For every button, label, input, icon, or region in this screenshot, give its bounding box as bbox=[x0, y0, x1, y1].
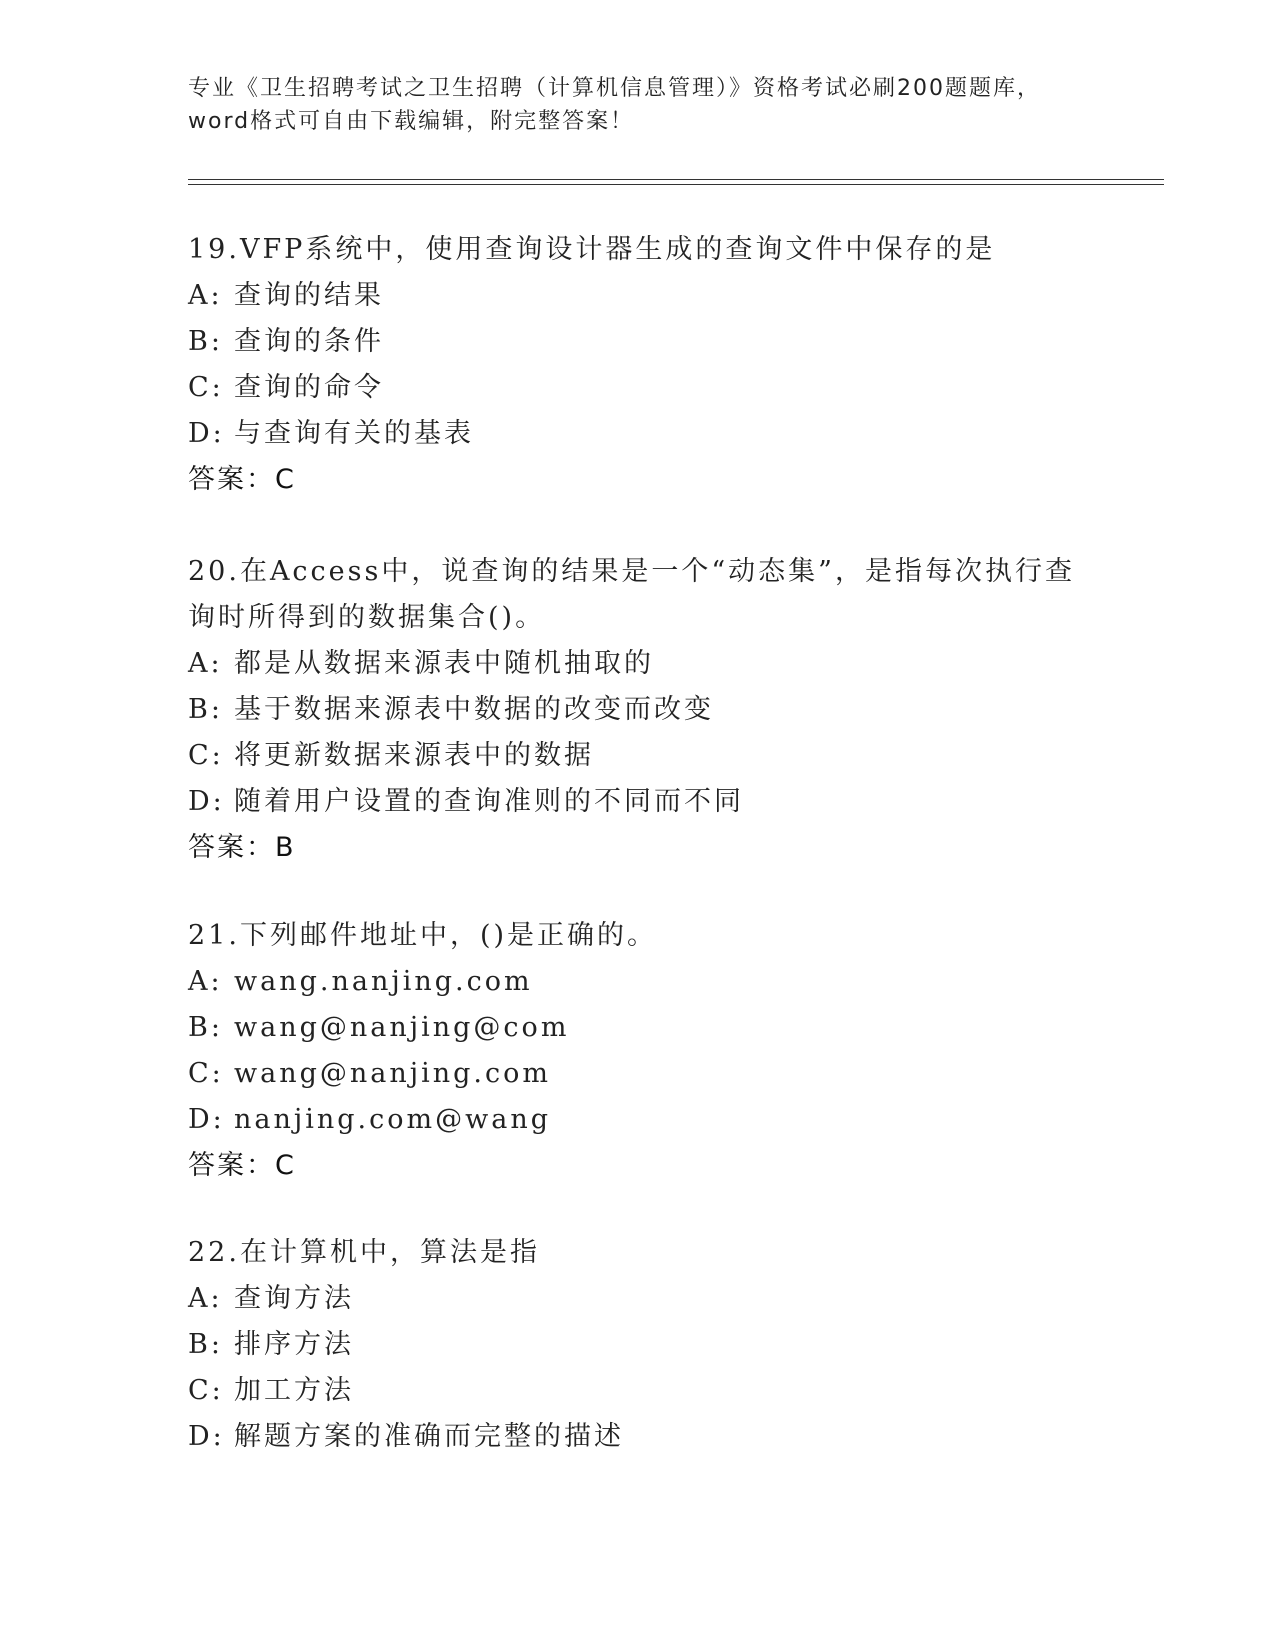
option-c bbox=[188, 1051, 1108, 1097]
option-text: 查询的条件 bbox=[234, 326, 384, 357]
option-key: A: bbox=[188, 280, 223, 311]
document-header bbox=[188, 72, 1088, 138]
option-key: C: bbox=[188, 1375, 224, 1406]
header-divider-top bbox=[188, 179, 1164, 180]
option-key: A: bbox=[188, 1283, 223, 1314]
option-a bbox=[188, 959, 1108, 1005]
option-c bbox=[188, 1368, 1108, 1414]
option-text: 加工方法 bbox=[234, 1375, 354, 1406]
question-title-line-2: 询时所得到的数据集合()。 bbox=[188, 602, 546, 633]
option-c bbox=[188, 365, 1108, 411]
option-text: 都是从数据来源表中随机抽取的 bbox=[234, 648, 654, 679]
option-b bbox=[188, 1322, 1108, 1368]
option-d bbox=[188, 411, 1108, 457]
option-key: A: bbox=[188, 966, 223, 997]
option-text: 排序方法 bbox=[234, 1329, 354, 1360]
option-d bbox=[188, 779, 1108, 825]
answer: 答案：B bbox=[188, 832, 296, 863]
option-key: B: bbox=[188, 694, 223, 725]
question-21 bbox=[188, 913, 1108, 1189]
option-key: B: bbox=[188, 1329, 223, 1360]
option-text: nanjing.com@wang bbox=[234, 1104, 551, 1135]
option-text: wang.nanjing.com bbox=[234, 966, 533, 997]
answer: 答案：C bbox=[188, 1150, 296, 1181]
question-19 bbox=[188, 227, 1108, 503]
option-text: 查询方法 bbox=[234, 1283, 354, 1314]
option-text: 将更新数据来源表中的数据 bbox=[234, 740, 594, 771]
option-key: D: bbox=[188, 1421, 225, 1452]
option-text: 基于数据来源表中数据的改变而改变 bbox=[234, 694, 714, 725]
option-text: 解题方案的准确而完整的描述 bbox=[234, 1421, 624, 1452]
option-d bbox=[188, 1414, 1108, 1460]
option-key: D: bbox=[188, 1104, 225, 1135]
option-c bbox=[188, 733, 1108, 779]
option-key: C: bbox=[188, 1058, 224, 1089]
option-b bbox=[188, 687, 1108, 733]
question-title: 22.在计算机中，算法是指 bbox=[188, 1237, 540, 1268]
header-divider-bottom bbox=[188, 184, 1164, 185]
option-key: D: bbox=[188, 786, 225, 817]
option-key: B: bbox=[188, 326, 223, 357]
option-text: 查询的结果 bbox=[234, 280, 384, 311]
option-key: B: bbox=[188, 1012, 223, 1043]
header-line-2: word格式可自由下载编辑，附完整答案！ bbox=[188, 109, 635, 134]
option-a bbox=[188, 1276, 1108, 1322]
option-b bbox=[188, 1005, 1108, 1051]
option-text: 随着用户设置的查询准则的不同而不同 bbox=[234, 786, 744, 817]
option-key: D: bbox=[188, 418, 225, 449]
option-key: C: bbox=[188, 372, 224, 403]
question-title: 19.VFP系统中，使用查询设计器生成的查询文件中保存的是 bbox=[188, 234, 996, 265]
option-key: A: bbox=[188, 648, 223, 679]
question-20 bbox=[188, 549, 1108, 871]
option-text: 查询的命令 bbox=[234, 372, 384, 403]
option-text: 与查询有关的基表 bbox=[234, 418, 474, 449]
option-key: C: bbox=[188, 740, 224, 771]
option-text: wang@nanjing.com bbox=[234, 1058, 551, 1089]
option-d bbox=[188, 1097, 1108, 1143]
question-title-line-1: 20.在Access中，说查询的结果是一个“动态集”，是指每次执行查 bbox=[188, 556, 1075, 587]
option-b bbox=[188, 319, 1108, 365]
option-a bbox=[188, 273, 1108, 319]
option-a bbox=[188, 641, 1108, 687]
header-line-1: 专业《卫生招聘考试之卫生招聘（计算机信息管理）》资格考试必刷200题题库， bbox=[188, 76, 1041, 101]
question-22 bbox=[188, 1230, 1108, 1460]
question-title: 21.下列邮件地址中，()是正确的。 bbox=[188, 920, 658, 951]
answer: 答案：C bbox=[188, 464, 296, 495]
option-text: wang@nanjing@com bbox=[234, 1012, 570, 1043]
